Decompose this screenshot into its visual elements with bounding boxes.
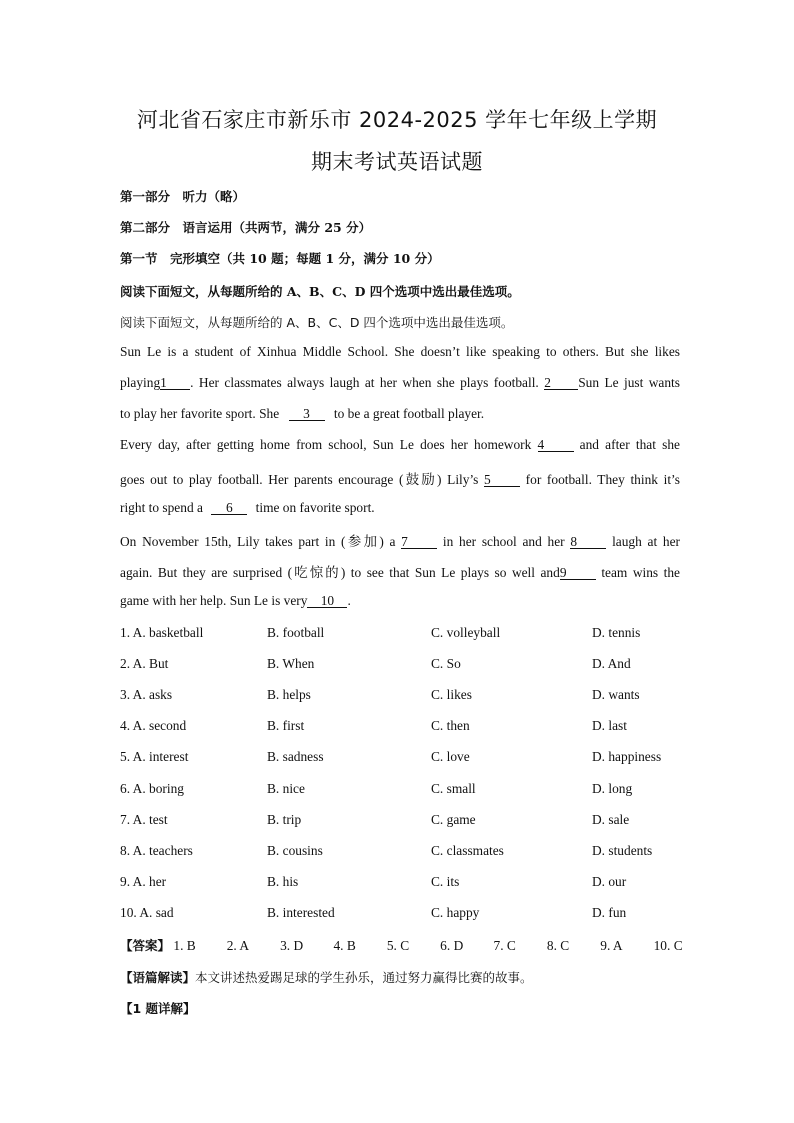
passage-text: to be a great football player. [333,406,485,421]
part1-heading: 第一部分 听力（略） [120,189,246,204]
option-1-a: 1. A. basketball [120,625,204,640]
option-2-c: C. So [431,656,461,671]
answer-item: 4. B [333,938,356,953]
analysis-text: 本文讲述热爱踢足球的学生孙乐，通过努力赢得比赛的故事。 [195,970,533,985]
option-2-a: 2. A. But [120,656,169,671]
blank-3: 3 [289,407,325,421]
passage-text: and after that she [579,437,680,452]
passage-line-4 [120,437,680,453]
option-3-b: B. helps [267,687,311,702]
option-7-b: B. trip [267,812,302,827]
option-9-b: B. his [267,874,299,889]
option-9-a: 9. A. her [120,874,167,889]
passage-text: . Her classmates always laugh at her when she plays football. [190,375,539,390]
instruction-bold: 阅读下面短文，从每题所给的 A、B、C、D 四个选项中选出最佳选项。 [120,284,520,299]
blank-7: 7 [401,535,437,549]
passage-text: again. But they are surprised (吃惊的) to see that Sun Le plays so well and [120,565,560,580]
option-8-a: 8. A. teachers [120,843,193,858]
passage-text: to play her favorite sport. She [120,406,280,421]
option-5-c: C. love [431,749,470,764]
blank-6: 6 [211,501,247,515]
answer-line [120,936,683,954]
passage-text: goes out to play football. Her parents encourage (鼓励) Lily’s [120,472,479,487]
option-8-b: B. cousins [267,843,323,858]
passage-line-2 [120,375,680,391]
passage-line-5 [120,469,680,488]
option-5-b: B. sadness [267,749,324,764]
option-8-d: D. students [592,843,653,858]
part2-heading: 第二部分 语言运用（共两节，满分 25 分） [120,220,372,235]
passage-line-3 [120,406,680,422]
title-line-1: 河北省石家庄市新乐市 2024-2025 学年七年级上学期 [136,108,658,132]
passage-line-8 [120,562,680,581]
answer-item: 2. A [226,938,250,953]
answer-item: 10. C [653,938,683,953]
passage-text: time on favorite sport. [255,500,375,515]
blank-8: 8 [570,535,606,549]
answer-item: 9. A [600,938,623,953]
analysis-line [120,968,680,986]
option-6-a: 6. A. boring [120,781,184,796]
answer-item: 8. C [546,938,570,953]
option-2-d: D. And [592,656,631,671]
answer-item: 7. C [493,938,516,953]
section1-heading: 第一节 完形填空（共 10 题；每题 1 分，满分 10 分） [120,251,440,266]
passage-line-6 [120,500,680,516]
option-4-a: 4. A. second [120,718,187,733]
passage-text: Every day, after getting home from school, Sun Le does her homework [120,437,532,452]
option-6-c: C. small [431,781,476,796]
passage-text: game with her help. Sun Le is very [120,593,308,608]
instruction: 阅读下面短文，从每题所给的 A、B、C、D 四个选项中选出最佳选项。 [120,315,514,330]
passage-text: laugh at her [612,534,680,549]
blank-1: 1 [160,376,190,390]
option-2-b: B. When [267,656,315,671]
passage-line-9 [120,593,680,609]
option-4-d: D. last [592,718,627,733]
option-7-a: 7. A. test [120,812,168,827]
option-8-c: C. classmates [431,843,504,858]
option-1-c: C. volleyball [431,625,501,640]
answer-label: 【答案】 [120,938,171,953]
answer-item: 5. C [386,938,410,953]
option-10-a: 10. A. sad [120,905,174,920]
detail-heading: 【1 题详解】 [120,1001,196,1016]
option-3-d: D. wants [592,687,640,702]
passage-text: team wins the [601,565,680,580]
passage-line-7 [120,531,680,550]
passage-text: in her school and her [442,534,565,549]
analysis-label: 【语篇解读】 [120,970,196,985]
option-4-c: C. then [431,718,470,733]
option-1-b: B. football [267,625,325,640]
passage-text: On November 15th, Lily takes part in (参加) a [120,534,396,549]
answer-item: 3. D [280,938,304,953]
option-10-b: B. interested [267,905,335,920]
passage-text: right to spend a [120,500,203,515]
blank-5: 5 [484,473,520,487]
answer-item: 6. D [440,938,464,953]
passage-text: Sun Le just wants [578,375,680,390]
blank-4: 4 [538,438,574,452]
passage-text: Sun Le is a student of Xinhua Middle School. She doesn’t like speaking to others. But she likes [120,344,680,359]
passage-line-1 [120,344,680,360]
option-5-a: 5. A. interest [120,749,189,764]
option-3-c: C. likes [431,687,472,702]
blank-9: 9 [560,566,596,580]
option-7-c: C. game [431,812,476,827]
passage-text: . [347,593,351,608]
answer-item: 1. B [173,938,196,953]
option-6-b: B. nice [267,781,305,796]
option-9-d: D. our [592,874,627,889]
blank-10: 10 [307,594,347,608]
option-6-d: D. long [592,781,633,796]
title-line-2: 期末考试英语试题 [311,150,483,174]
option-5-d: D. happiness [592,749,662,764]
passage-text: for football. They think it’s [525,472,680,487]
option-9-c: C. its [431,874,460,889]
option-10-d: D. fun [592,905,627,920]
option-1-d: D. tennis [592,625,641,640]
blank-2: 2 [544,376,578,390]
option-3-a: 3. A. asks [120,687,173,702]
option-4-b: B. first [267,718,305,733]
option-7-d: D. sale [592,812,630,827]
option-10-c: C. happy [431,905,480,920]
passage-text: playing [120,375,161,390]
